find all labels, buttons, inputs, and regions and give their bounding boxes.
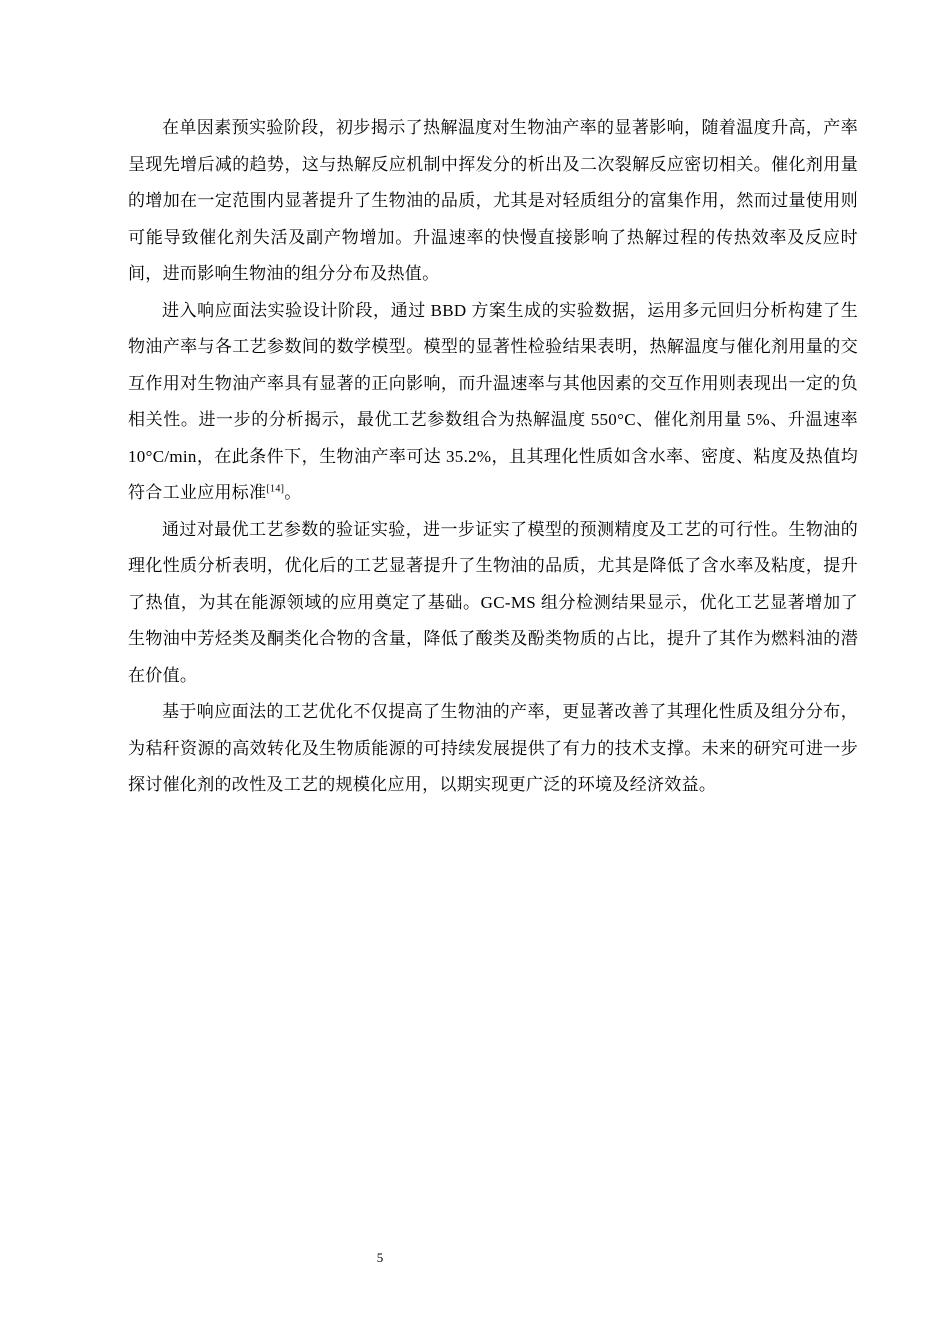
citation-reference[interactable]: [14] [266,483,285,495]
paragraph-text: 进入响应面法实验设计阶段，通过 BBD 方案生成的实验数据，运用多元回归分析构建了生物油产率与各工艺参数间的数学模型。模型的显著性检验结果表明，热解温度与催化剂用量的交互作用对生物油产率具有显著的正向影响，而升温速率与其他因素的交互作用则表现出一定的负相关性。进一步的分析揭示，最优工艺参数组合为热解温度 550°C、催化剂用量 5%、升温速率 10°C/min，在此条件下，生物油产率可达 35.2%，且其理化性质如含水率、密度、粘度及热值均符合工业应用标准 [128,300,858,502]
page-number: 5 [376,1250,384,1265]
document-body [128,110,858,804]
paragraph-single-factor [128,110,858,293]
paragraph-verification [128,512,858,695]
paragraph-tail: 。 [284,483,302,502]
paragraph-text: 通过对最优工艺参数的验证实验，进一步证实了模型的预测精度及工艺的可行性。生物油的理化性质分析表明，优化后的工艺显著提升了生物油的品质，尤其是降低了含水率及粘度，提升了热值，为其在能源领域的应用奠定了基础。GC-MS 组分检测结果显示，优化工艺显著增加了生物油中芳烃类及酮类化合物的含量，降低了酸类及酚类物质的占比，提升了其作为燃料油的潜在价值。 [128,519,858,685]
paragraph-text: 基于响应面法的工艺优化不仅提高了生物油的产率，更显著改善了其理化性质及组分分布，为秸秆资源的高效转化及生物质能源的可持续发展提供了有力的技术支撑。未来的研究可进一步探讨催化剂的改性及工艺的规模化应用，以期实现更广泛的环境及经济效益。 [128,702,858,794]
paragraph-conclusion [128,694,858,804]
paragraph-response-surface [128,293,858,512]
paragraph-text: 在单因素预实验阶段，初步揭示了热解温度对生物油产率的显著影响，随着温度升高，产率呈现先增后减的趋势，这与热解反应机制中挥发分的析出及二次裂解反应密切相关。催化剂用量的增加在一定范围内显著提升了生物油的品质，尤其是对轻质组分的富集作用，然而过量使用则可能导致催化剂失活及副产物增加。升温速率的快慢直接影响了热解过程的传热效率及反应时间，进而影响生物油的组分分布及热值。 [128,118,858,283]
